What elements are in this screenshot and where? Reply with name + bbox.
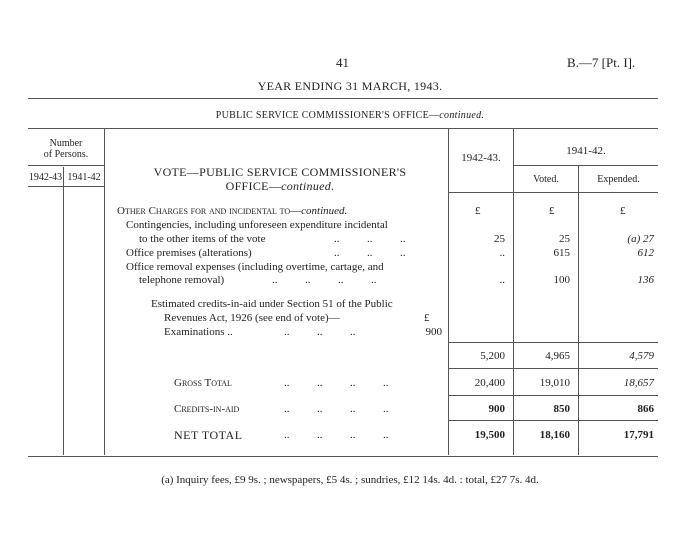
persons-column-border: [104, 129, 105, 455]
credits-in-aid-label: Credits-in-aid: [174, 403, 240, 415]
page-number: 41: [336, 55, 349, 70]
gross-total-label: Gross Total: [174, 377, 232, 389]
year-1942-43-heading: 1942-43.: [461, 152, 501, 164]
credits-note-examinations: Examinations ..: [164, 326, 233, 338]
document-reference: B.—7 [Pt. I].: [567, 55, 636, 70]
persons-column-divider: [63, 167, 64, 455]
item-office-removal-line2: telephone removal): [139, 274, 225, 286]
leader-dots: .. .. .. ..: [284, 377, 389, 389]
subtotal-expended: 4,579: [629, 350, 654, 362]
persons-subheading-rule: [28, 186, 104, 187]
credits-in-aid-expended: 866: [637, 403, 654, 415]
credits-in-aid-voted: 850: [553, 403, 570, 415]
other-charges-heading: [117, 205, 347, 217]
gross-total-1942-43: 20,400: [474, 377, 505, 389]
contingencies-expended: (a) 27: [627, 233, 654, 245]
vote-title-line1: VOTE—PUBLIC SERVICE COMMISSIONER'S: [153, 165, 407, 179]
office-premises-voted: 615: [553, 247, 570, 259]
contingencies-1942-43: 25: [494, 233, 505, 245]
contingencies-voted: 25: [559, 233, 570, 245]
leader-dots: .. .. .. ..: [284, 429, 389, 441]
office-removal-expended: 136: [637, 274, 654, 286]
item-office-removal-line1: Office removal expenses (including overtime, cartage, and: [126, 261, 384, 273]
table-bottom-rule: [28, 456, 658, 457]
expended-heading: Expended.: [597, 174, 640, 185]
credits-note-amount: 900: [425, 326, 442, 338]
subtotal-voted: 4,965: [545, 350, 570, 362]
gross-total-voted: 19,010: [539, 377, 570, 389]
table-top-rule: [28, 128, 658, 129]
persons-1942-43-heading: 1942-43: [28, 172, 63, 183]
office-removal-voted: 100: [553, 274, 570, 286]
leader-dots: .. .. .. ..: [272, 274, 377, 286]
year-1942-heading-rule: [514, 165, 658, 166]
vote-title: [112, 165, 448, 193]
leader-dots: .. .. ..: [334, 247, 406, 259]
currency-voted: £: [549, 205, 555, 217]
leader-dots: .. .. ..: [334, 233, 406, 245]
item-contingencies-line1: Contingencies, including unforeseen expenditure incidental: [126, 219, 388, 231]
top-rule: [28, 98, 658, 99]
subtotal-1942-43: 5,200: [480, 350, 505, 362]
net-total-expended: 17,791: [623, 429, 654, 441]
amounts-heading-rule: [449, 192, 658, 193]
office-premises-expended: 612: [637, 247, 654, 259]
leader-dots: .. .. .. ..: [284, 403, 389, 415]
number-of-persons-heading: [28, 138, 104, 160]
subtotal-top-rule: [449, 342, 658, 343]
voted-heading: Voted.: [533, 174, 559, 185]
item-office-premises: Office premises (alterations): [126, 247, 252, 259]
item-contingencies-line2: to the other items of the vote: [139, 233, 266, 245]
gross-total-expended: 18,657: [623, 377, 654, 389]
credits-in-aid-rule: [449, 420, 658, 421]
section-title-continued: continued.: [439, 110, 485, 121]
other-charges-label: Other Charges for and incidental to—: [117, 205, 302, 217]
section-title-main: PUBLIC SERVICE COMMISSIONER'S OFFICE—: [215, 110, 440, 121]
credits-note-line1: Estimated credits-in-aid under Section 51 of the Public: [151, 298, 393, 310]
leader-dots: .. .. ..: [284, 326, 356, 338]
persons-1941-42-heading: 1941-42: [67, 172, 101, 183]
currency-expended: £: [620, 205, 626, 217]
persons-heading-rule: [28, 165, 104, 166]
year-1941-42-heading: 1941-42.: [566, 145, 606, 157]
section-title: [0, 110, 700, 121]
subtotal-bottom-rule: [449, 368, 658, 369]
number-of-persons-line1: Number: [49, 138, 83, 149]
net-total-label: NET TOTAL: [174, 428, 243, 442]
credits-note-currency: £: [424, 312, 430, 324]
credits-in-aid-1942-43: 900: [488, 403, 505, 415]
other-charges-continued: continued.: [301, 205, 348, 217]
office-premises-1942-43: ..: [499, 247, 505, 259]
office-removal-1942-43: ..: [499, 274, 505, 286]
footnote: (a) Inquiry fees, £9 9s. ; newspapers, £5 4s. ; sundries, £12 14s. 4d. : total, £27 7s. 4d.: [161, 474, 539, 486]
net-total-1942-43: 19,500: [474, 429, 505, 441]
net-total-voted: 18,160: [539, 429, 570, 441]
gross-total-rule: [449, 395, 658, 396]
number-of-persons-line2: of Persons.: [43, 149, 89, 160]
year-title: YEAR ENDING 31 MARCH, 1943.: [257, 79, 443, 93]
currency-1943: £: [475, 205, 481, 217]
credits-note-line2: Revenues Act, 1926 (see end of vote)—: [164, 312, 340, 324]
vote-title-line2: OFFICE—continued.: [225, 179, 335, 193]
